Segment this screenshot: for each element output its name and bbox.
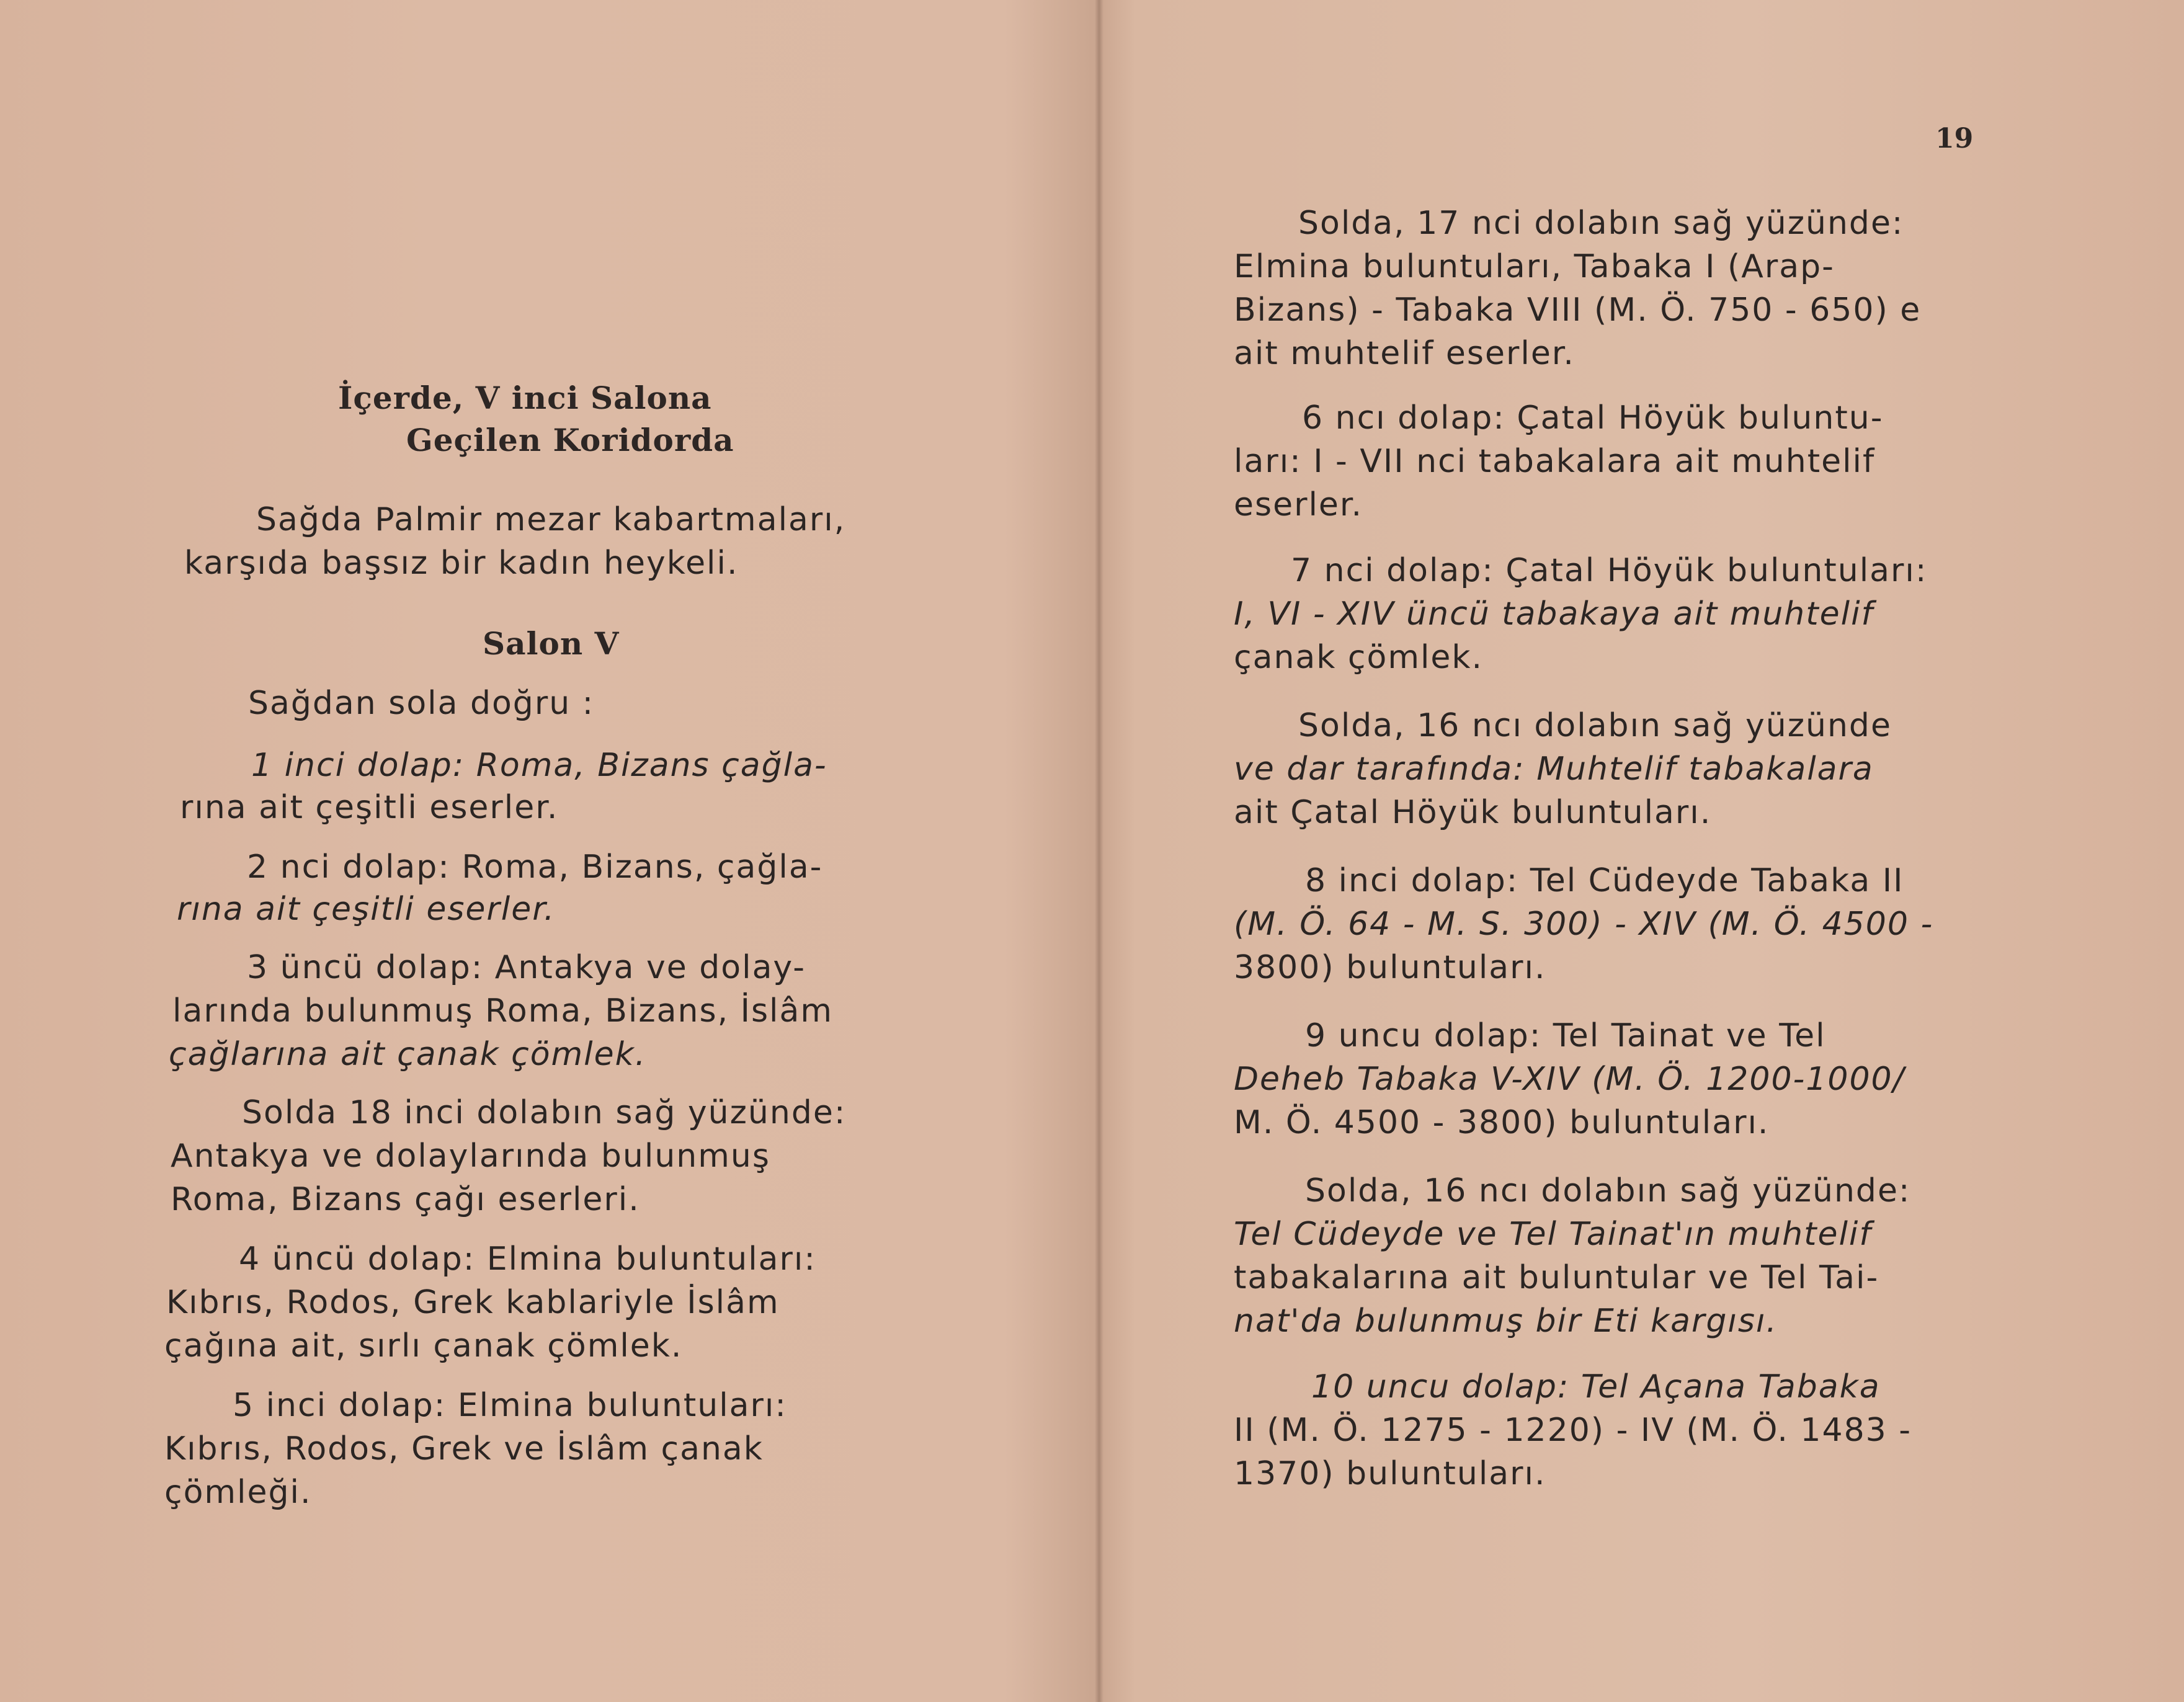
right-line-14: 8 inci dolap: Tel Cüdeyde Tabaka II: [1305, 862, 1904, 899]
right-line-16: 3800) buluntuları.: [1234, 949, 1546, 986]
left-line-8: Solda 18 inci dolabın sağ yüzünde:: [242, 1094, 847, 1131]
left-line-1: 1 inci dolap: Roma, Bizans çağla-: [251, 747, 827, 784]
right-line-15: (M. Ö. 64 - M. S. 300) - XIV (M. Ö. 4500 -: [1234, 906, 1934, 943]
right-line-9: I, VI - XIV üncü tabakaya ait muhtelif: [1234, 595, 1874, 633]
page-number: 19: [1935, 123, 1974, 154]
left-line-3: 2 nci dolap: Roma, Bizans, çağla-: [247, 849, 823, 886]
right-line-25: II (M. Ö. 1275 - 1220) - IV (M. Ö. 1483 -: [1234, 1412, 1912, 1449]
right-line-7: eserler.: [1234, 486, 1363, 524]
right-line-17: 9 uncu dolap: Tel Tainat ve Tel: [1305, 1017, 1826, 1054]
right-line-12: ve dar tarafında: Muhtelif tabakalara: [1234, 751, 1874, 788]
left-line-2: rına ait çeşitli eserler.: [180, 789, 559, 826]
right-line-26: 1370) buluntuları.: [1234, 1455, 1546, 1492]
right-line-18: Deheb Tabaka V-XIV (M. Ö. 1200-1000/: [1234, 1061, 1905, 1098]
right-line-2: Elmina buluntuları, Tabaka I (Arap-: [1234, 248, 1835, 285]
left-line-10: Roma, Bizans çağı eserleri.: [171, 1181, 640, 1218]
right-line-3: Bizans) - Tabaka VIII (M. Ö. 750 - 650) e: [1234, 292, 1922, 329]
direction-line: Sağdan sola doğru :: [248, 685, 595, 722]
right-line-19: M. Ö. 4500 - 3800) buluntuları.: [1234, 1104, 1770, 1141]
left-line-14: 5 inci dolap: Elmina buluntuları:: [233, 1387, 787, 1424]
right-line-22: tabakalarına ait buluntular ve Tel Tai-: [1234, 1259, 1879, 1296]
intro-line-1: Sağda Palmir mezar kabartmaları,: [256, 501, 846, 538]
right-line-24: 10 uncu dolap: Tel Açana Tabaka: [1311, 1368, 1881, 1406]
left-line-4: rına ait çeşitli eserler.: [177, 891, 556, 928]
left-line-9: Antakya ve dolaylarında bulunmuş: [171, 1138, 770, 1175]
right-line-4: ait muhtelif eserler.: [1234, 335, 1575, 372]
salon-heading: Salon V: [483, 625, 620, 662]
right-line-23: nat'da bulunmuş bir Eti kargısı.: [1234, 1303, 1778, 1340]
right-line-1: Solda, 17 nci dolabın sağ yüzünde:: [1298, 205, 1904, 242]
left-line-5: 3 üncü dolap: Antakya ve dolay-: [247, 949, 806, 986]
intro-line-2: karşıda başsız bir kadın heykeli.: [184, 545, 739, 582]
left-line-11: 4 üncü dolap: Elmina buluntuları:: [239, 1241, 816, 1278]
right-line-13: ait Çatal Höyük buluntuları.: [1234, 794, 1712, 831]
right-line-8: 7 nci dolap: Çatal Höyük buluntuları:: [1291, 552, 1928, 589]
right-line-21: Tel Cüdeyde ve Tel Tainat'ın muhtelif: [1234, 1216, 1872, 1253]
corridor-heading-line-1: İçerde, V inci Salona: [338, 380, 712, 416]
left-line-12: Kıbrıs, Rodos, Grek kablariyle İslâm: [166, 1284, 780, 1321]
left-line-13: çağına ait, sırlı çanak çömlek.: [164, 1327, 683, 1365]
right-line-6: ları: I - VII nci tabakalara ait muhtelif: [1234, 443, 1876, 480]
right-page: [1103, 0, 2184, 1702]
right-line-20: Solda, 16 ncı dolabın sağ yüzünde:: [1305, 1172, 1911, 1210]
right-line-5: 6 ncı dolap: Çatal Höyük buluntu-: [1302, 399, 1884, 437]
right-line-11: Solda, 16 ncı dolabın sağ yüzünde: [1298, 707, 1892, 744]
book-gutter: [1095, 0, 1103, 1702]
corridor-heading-line-2: Geçilen Koridorda: [406, 422, 734, 458]
left-line-7: çağlarına ait çanak çömlek.: [169, 1036, 647, 1073]
left-line-15: Kıbrıs, Rodos, Grek ve İslâm çanak: [164, 1430, 764, 1468]
left-line-6: larında bulunmuş Roma, Bizans, İslâm: [172, 992, 834, 1030]
right-line-10: çanak çömlek.: [1234, 639, 1484, 676]
left-line-16: çömleği.: [164, 1474, 312, 1511]
